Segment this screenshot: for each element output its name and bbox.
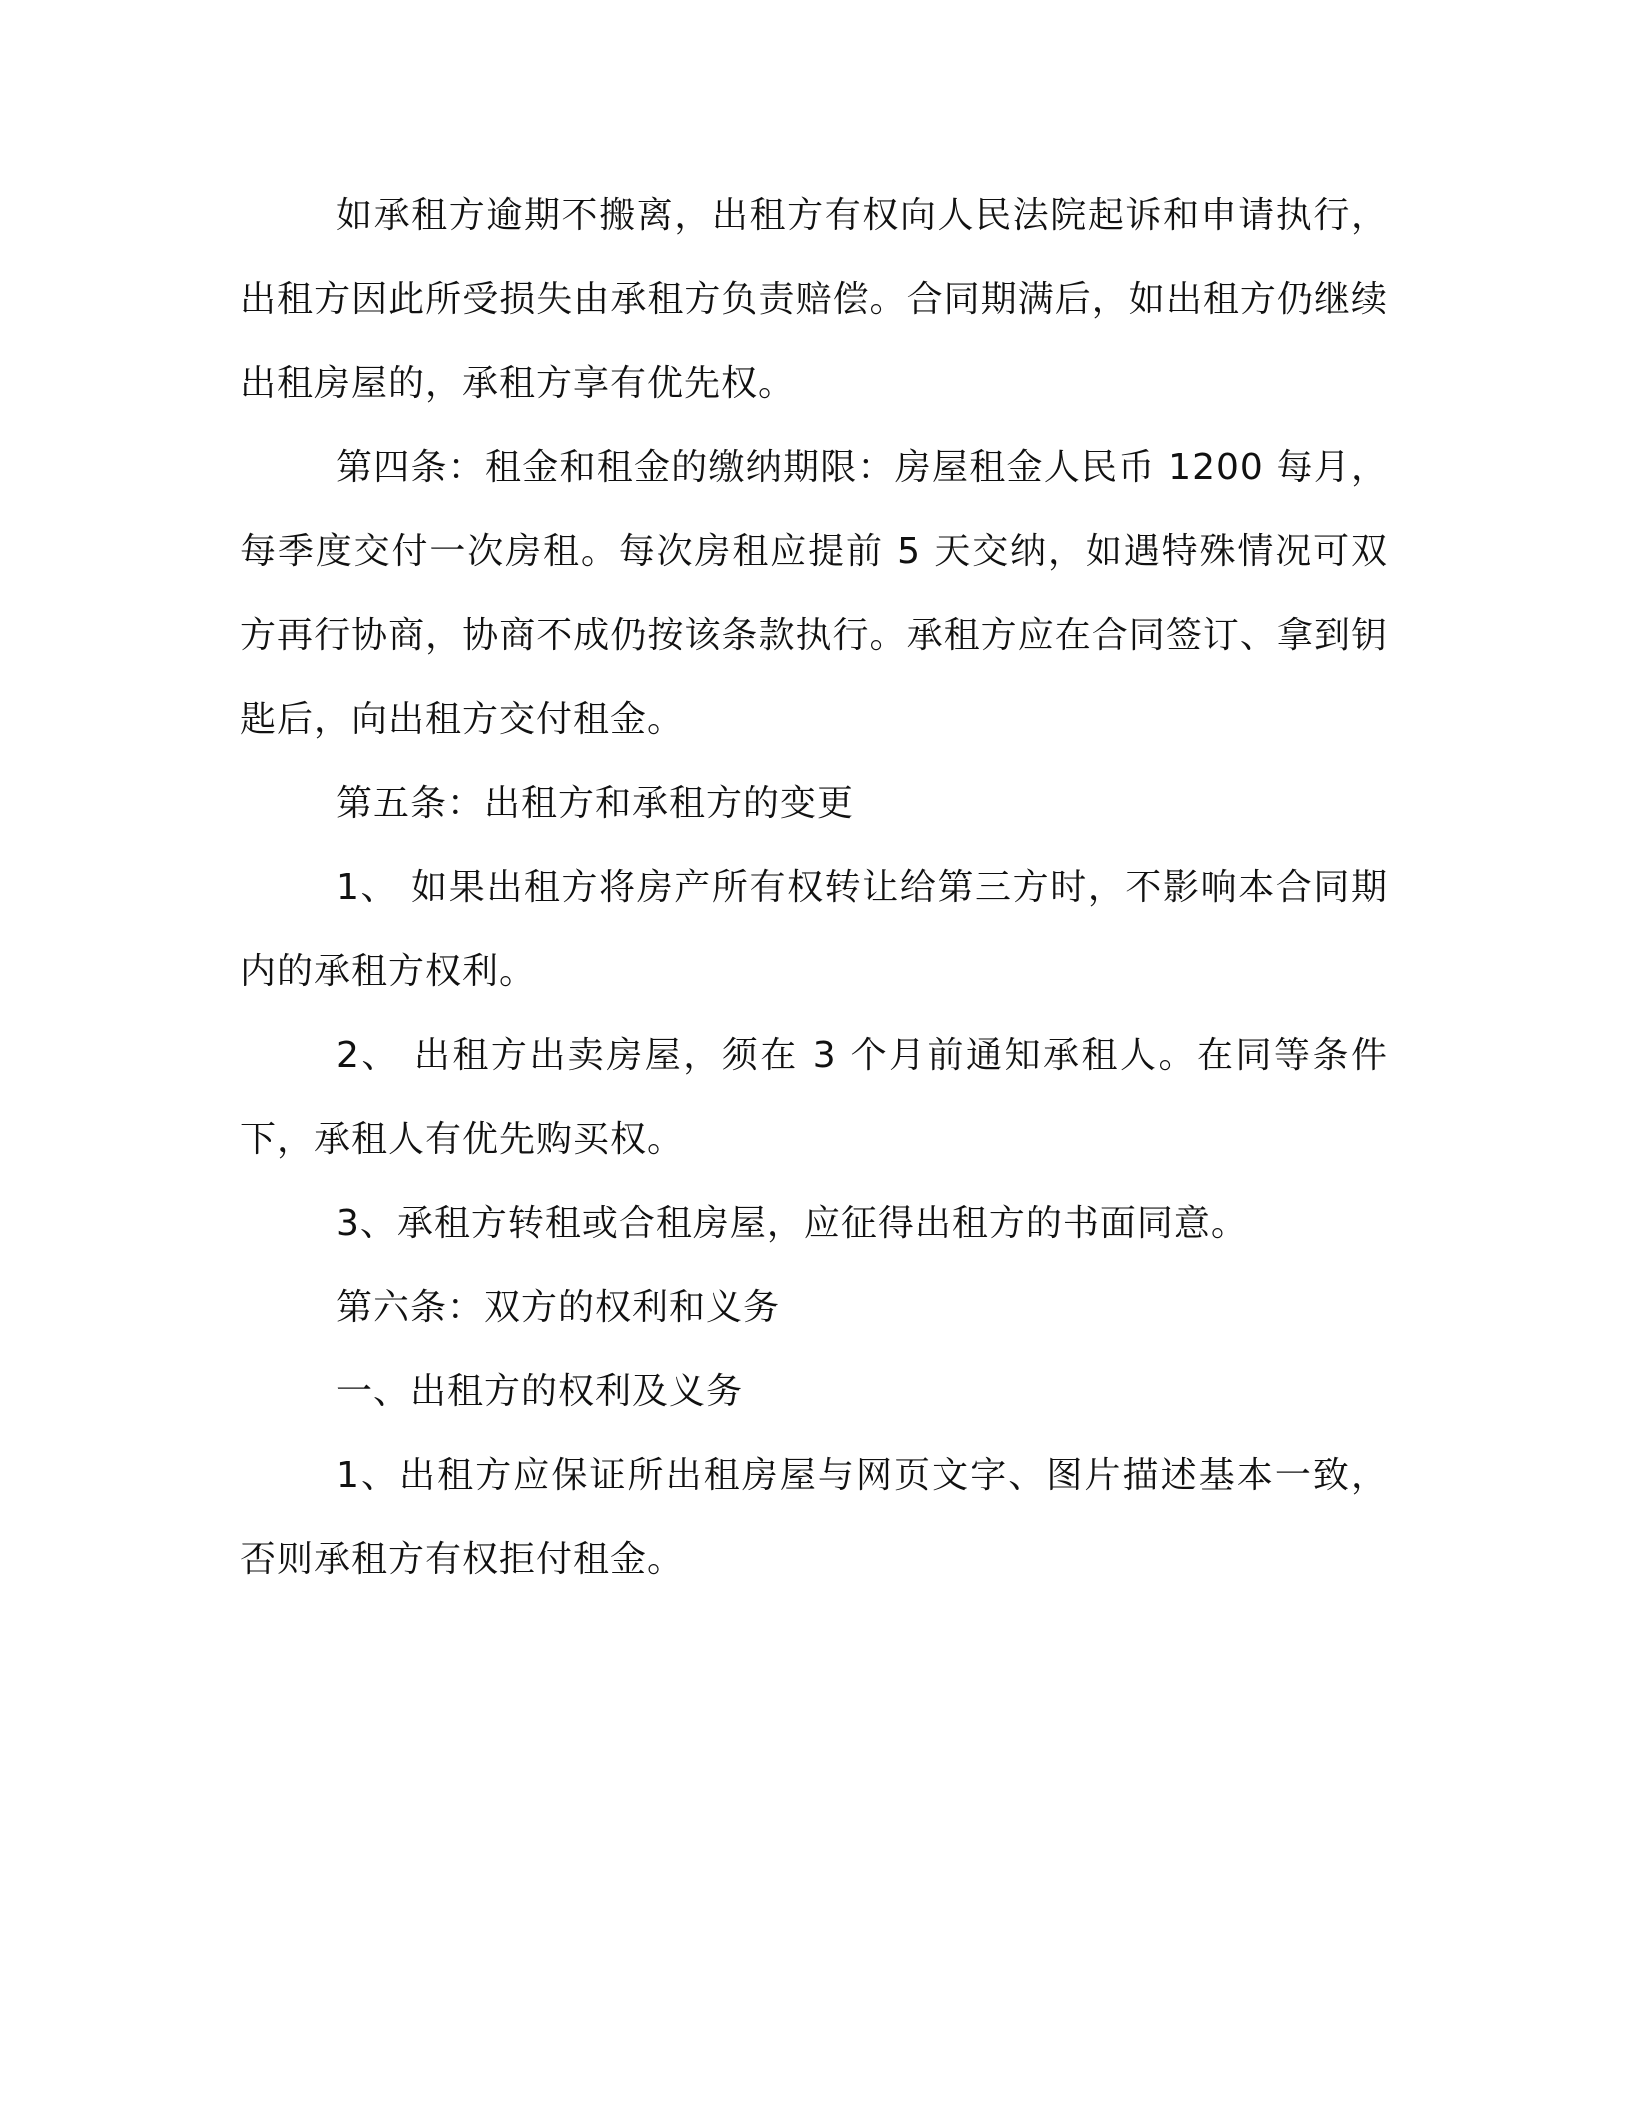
- paragraph-article-5-item-3: 3、承租方转租或合租房屋，应征得出租方的书面同意。: [336, 1203, 1248, 1244]
- paragraph-article-5-item-1: 1、 如果出租方将房产所有权转让给第三方时，不影响本合同期内的承租方权利。: [240, 867, 1388, 992]
- heading-article-6: 第六条：双方的权利和义务: [336, 1287, 781, 1328]
- paragraph-eviction-clause: 如承租方逾期不搬离，出租方有权向人民法院起诉和申请执行，出租方因此所受损失由承租方负责赔偿。合同期满后，如出租方仍继续出租房屋的，承租方享有优先权。: [240, 195, 1388, 404]
- paragraph-article-4-rent: 第四条：租金和租金的缴纳期限：房屋租金人民币 1200 每月，每季度交付一次房租。每次房租应提前 5 天交纳，如遇特殊情况可双方再行协商，协商不成仍按该条款执行。承租方应在合同签订、拿到钥匙后，向出租方交付租金。: [240, 447, 1388, 740]
- heading-article-5: 第五条：出租方和承租方的变更: [336, 783, 855, 824]
- paragraph-lessor-item-1: 1、出租方应保证所出租房屋与网页文字、图片描述基本一致，否则承租方有权拒付租金。: [240, 1455, 1388, 1580]
- paragraph-article-5-item-2: 2、 出租方出卖房屋，须在 3 个月前通知承租人。在同等条件下，承租人有优先购买权。: [240, 1035, 1388, 1160]
- heading-lessor-rights: 一、出租方的权利及义务: [336, 1371, 744, 1412]
